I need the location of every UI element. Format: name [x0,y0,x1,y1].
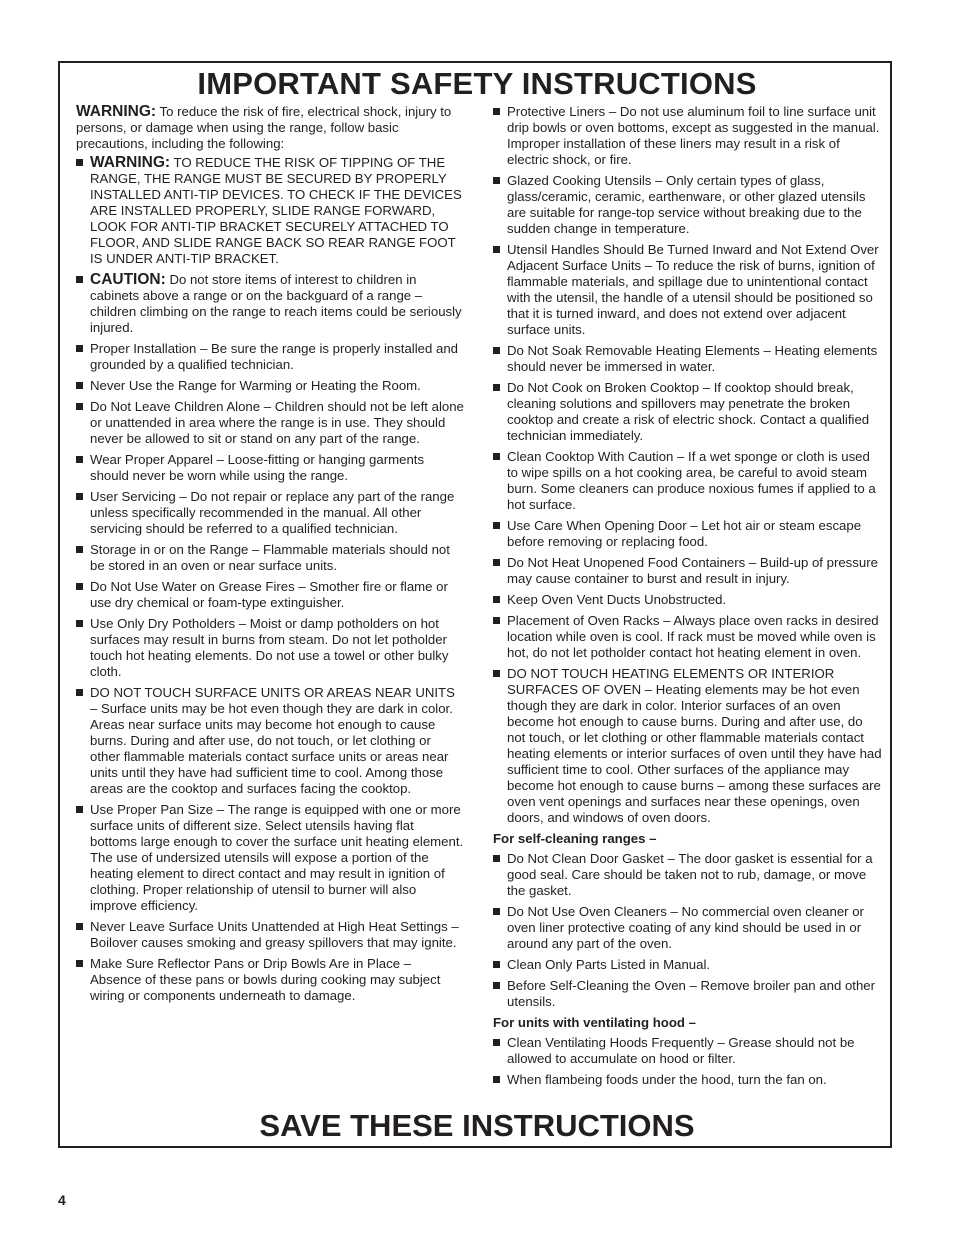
square-bullet-icon [493,596,500,603]
square-bullet-icon [76,960,83,967]
item-text: Do Not Heat Unopened Food Containers – Build-up of pressure may cause container to burst and result in injury. [507,555,878,586]
list-item [76,452,464,484]
item-text: Proper Installation – Be sure the range is properly installed and grounded by a qualified technician. [90,341,459,372]
square-bullet-icon [76,493,83,500]
list-item [76,399,464,447]
list-item [493,518,883,550]
square-bullet-icon [76,583,83,590]
list-item [76,685,464,797]
item-text: Clean Cooktop With Caution – If a wet sponge or cloth is used to wipe spills on a hot cooking area, be careful to avoid steam burn. Some cleaners can produce noxious fumes if applied to a hot surface. [507,449,876,512]
item-text: When flambeing foods under the hood, turn the fan on. [507,1072,827,1087]
list-item [493,104,883,168]
item-text: Make Sure Reflector Pans or Drip Bowls Are in Place – Absence of these pans or bowls during cooking may subject wiring or components underneath to damage. [90,956,441,1003]
item-text: Do Not Leave Children Alone – Children should not be left alone or unattended in area where the range is in use. They should never be allowed to sit or stand on any part of the range. [90,399,464,446]
ventilating-hood-heading: For units with ventilating hood – [493,1015,696,1030]
list-item [76,341,464,373]
item-text: Storage in or on the Range – Flammable materials should not be stored in an oven or near surface units. [90,542,450,573]
list-item [493,380,883,444]
list-item [493,242,883,338]
list-item [493,978,883,1010]
list-item [493,555,883,587]
square-bullet-icon [493,347,500,354]
square-bullet-icon [493,559,500,566]
list-item [493,666,883,826]
item-text: Clean Only Parts Listed in Manual. [507,957,711,972]
ventilating-hood-list [493,1035,883,1088]
item-text: Use Care When Opening Door – Let hot air or steam escape before removing or replacing food. [507,518,862,549]
list-item [493,613,883,661]
left-item-list [76,155,464,1004]
square-bullet-icon [493,384,500,391]
square-bullet-icon [493,1076,500,1083]
item-text: Do Not Use Oven Cleaners – No commercial oven cleaner or oven liner protective coating of any kind should be used in or around any part of the oven. [507,904,864,951]
page-number: 4 [58,1192,66,1208]
item-text: Do Not Use Water on Grease Fires – Smother fire or flame or use dry chemical or foam-type extinguisher. [90,579,448,610]
square-bullet-icon [493,670,500,677]
square-bullet-icon [76,403,83,410]
square-bullet-icon [76,456,83,463]
list-item [493,173,883,237]
square-bullet-icon [493,855,500,862]
item-lead: WARNING: [90,154,171,171]
item-text: Keep Oven Vent Ducts Unobstructed. [507,592,727,607]
list-item [76,919,464,951]
item-lead: CAUTION: [90,271,166,288]
list-item [493,851,883,899]
list-item [76,579,464,611]
list-item [76,272,464,336]
square-bullet-icon [493,908,500,915]
square-bullet-icon [76,806,83,813]
item-text: Use Proper Pan Size – The range is equipped with one or more surface units of different size. Select utensils having flat bottoms large enough to cover the surface unit heating element. The use of undersized utensils will expose a portion of the heating element to direct contact and may result in ignition of clothing. Proper relationship of utensil to burner will also improve efficiency. [90,802,464,913]
list-item [76,155,464,267]
list-item [76,802,464,914]
list-item [493,592,883,608]
item-text: Placement of Oven Racks – Always place oven racks in desired location while oven is cool. If rack must be moved while oven is hot, do not let potholder contact hot heating element in oven. [507,613,879,660]
item-text: DO NOT TOUCH HEATING ELEMENTS OR INTERIOR SURFACES OF OVEN – Heating elements may be hot even though they are dark in color. Interior surfaces of an oven become hot enough to cause burns. During and after use, do not touch, or let clothing or other flammable materials contact heating elements or interior surfaces of oven until they have had sufficient time to cool. Other surfaces of the appliance may become hot enough to cause burns – among these surfaces are oven vent openings and surfaces near these openings, oven doors, and windows of oven doors. [507,666,882,825]
square-bullet-icon [76,546,83,553]
square-bullet-icon [493,961,500,968]
intro-lead: WARNING: [76,103,157,120]
item-text: Before Self-Cleaning the Oven – Remove broiler pan and other utensils. [507,978,876,1009]
intro-text: To reduce the risk of fire, electrical shock, injury to persons, or damage when using the range, follow basic precautions, including the following: [76,104,452,151]
list-item [493,449,883,513]
item-text: TO REDUCE THE RISK OF TIPPING OF THE RANGE, THE RANGE MUST BE SECURED BY PROPERLY INSTALLED ANTI-TIP DEVICES. TO CHECK IF THE DEVICES ARE INSTALLED PROPERLY, SLIDE RANGE FORWARD, LOOK FOR ANTI-TIP BRACKET SECURELY ATTACHED TO FLOOR, AND SLIDE RANGE BACK SO REAR RANGE FOOT IS UNDER ANTI-TIP BRACKET. [90,155,462,266]
square-bullet-icon [493,246,500,253]
item-text: Use Only Dry Potholders – Moist or damp potholders on hot surfaces may result in burns from steam. Do not let potholder touch hot heating elements. Do not use a towel or other bulky cloth. [90,616,449,679]
self-cleaning-list [493,851,883,1010]
item-text: Wear Proper Apparel – Loose-fitting or hanging garments should never be worn while using the range. [90,452,425,483]
square-bullet-icon [76,276,83,283]
item-text: Do Not Clean Door Gasket – The door gasket is essential for a good seal. Care should be taken not to rub, damage, or move the gasket. [507,851,873,898]
square-bullet-icon [76,159,83,166]
list-item [493,957,883,973]
square-bullet-icon [76,345,83,352]
item-text: Never Leave Surface Units Unattended at High Heat Settings – Boilover causes smoking and greasy spillovers that may ignite. [90,919,459,950]
square-bullet-icon [493,617,500,624]
page-title: IMPORTANT SAFETY INSTRUCTIONS [197,66,757,101]
left-column [76,104,464,1009]
square-bullet-icon [493,177,500,184]
square-bullet-icon [493,522,500,529]
item-text: Do Not Cook on Broken Cooktop – If cooktop should break, cleaning solutions and spillovers may penetrate the broken cooktop and create a risk of electric shock. Contact a qualified technician immediately. [507,380,870,443]
item-text: Glazed Cooking Utensils – Only certain types of glass, glass/ceramic, ceramic, earthenware, or other glazed utensils are suitable for range-top service without breaking due to the sudden change in temperature. [507,173,866,236]
list-item [76,542,464,574]
item-text: Do Not Soak Removable Heating Elements – Heating elements should never be immersed in water. [507,343,878,374]
list-item [76,956,464,1004]
list-item [493,1072,883,1088]
right-column [493,104,883,1093]
square-bullet-icon [493,982,500,989]
item-text: Never Use the Range for Warming or Heating the Room. [90,378,421,393]
list-item [76,378,464,394]
square-bullet-icon [493,453,500,460]
item-text: Clean Ventilating Hoods Frequently – Grease should not be allowed to accumulate on hood or filter. [507,1035,855,1066]
square-bullet-icon [76,923,83,930]
square-bullet-icon [76,382,83,389]
item-text: Utensil Handles Should Be Turned Inward and Not Extend Over Adjacent Surface Units – To reduce the risk of burns, ignition of flammable materials, and spillage due to unintentional contact with the utensil, the handle of a utensil should be positioned so that it is turned inward, and does not extend over adjacent surface units. [507,242,879,337]
self-cleaning-heading: For self-cleaning ranges – [493,831,657,846]
save-instructions-title: SAVE THESE INSTRUCTIONS [259,1108,695,1143]
intro-warning [76,104,464,152]
square-bullet-icon [493,108,500,115]
square-bullet-icon [493,1039,500,1046]
item-text: Do not store items of interest to children in cabinets above a range or on the backguard of a range – children climbing on the range to reach items could be seriously injured. [90,272,462,335]
item-text: User Servicing – Do not repair or replace any part of the range unless specifically recommended in the manual. All other servicing should be referred to a qualified technician. [90,489,455,536]
item-text: DO NOT TOUCH SURFACE UNITS OR AREAS NEAR UNITS – Surface units may be hot even though they are dark in color. Areas near surface units may become hot enough to cause burns. During and after use, do not touch, or let clothing or other flammable materials contact surface units or areas near units until they have had sufficient time to cool. Among those areas are the cooktop and surfaces facing the cooktop. [90,685,455,796]
list-item [76,489,464,537]
list-item [493,904,883,952]
square-bullet-icon [76,620,83,627]
item-text: Protective Liners – Do not use aluminum foil to line surface unit drip bowls or oven bottoms, except as suggested in the manual. Improper installation of these liners may result in a risk of electric shock, or fire. [507,104,880,167]
list-item [76,616,464,680]
square-bullet-icon [76,689,83,696]
right-item-list [493,104,883,826]
list-item [493,1035,883,1067]
list-item [493,343,883,375]
